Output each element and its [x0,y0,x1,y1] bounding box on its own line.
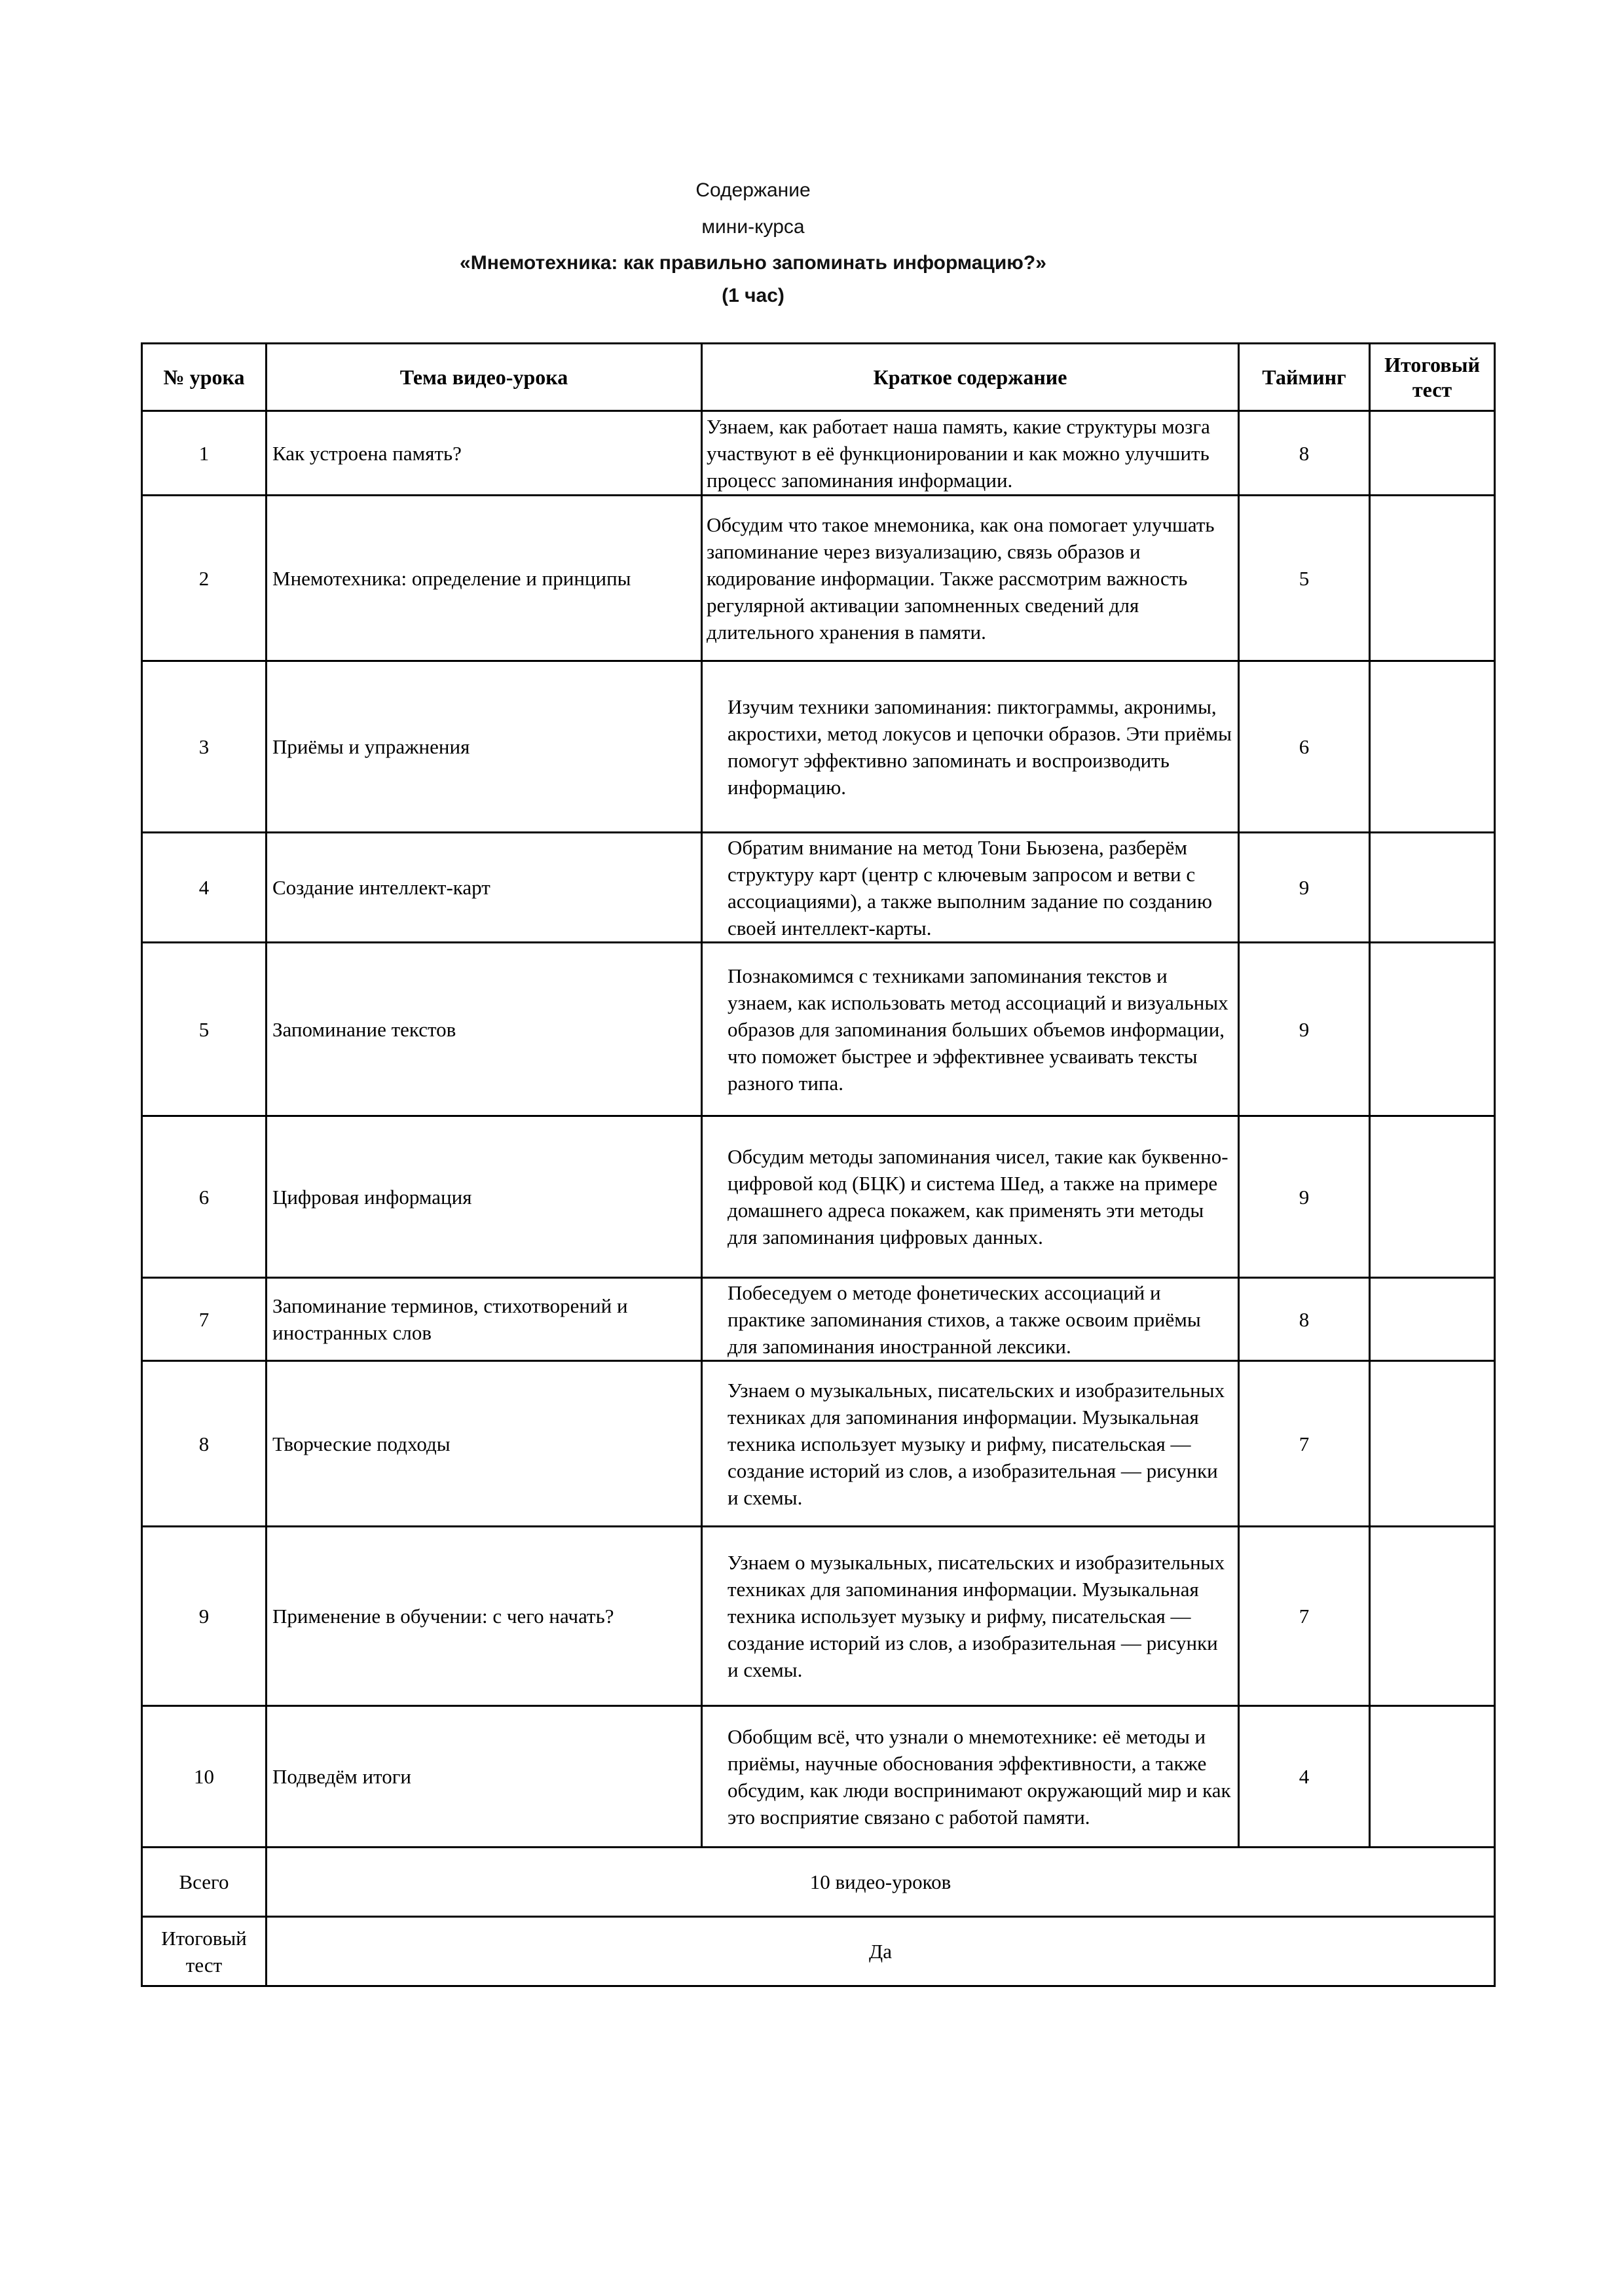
lesson-timing: 8 [1239,411,1370,496]
lesson-summary: Обратим внимание на метод Тони Бьюзена, разберём структуру карт (центр с ключевым запросом и ветви с ассоциациями), а также выполним задание по созданию своей интеллект-карты. [702,833,1239,943]
lesson-final-test [1370,943,1495,1116]
final-test-label: Итоговый тест [142,1917,267,1986]
lesson-timing: 6 [1239,661,1370,833]
lesson-number: 6 [142,1116,267,1278]
lesson-number: 3 [142,661,267,833]
course-duration: (1 час) [722,285,784,306]
lesson-topic: Применение в обучении: с чего начать? [267,1527,702,1706]
course-title: «Мнемотехника: как правильно запоминать информацию?» [460,252,1046,274]
lesson-topic: Запоминание терминов, стихотворений и иностранных слов [267,1278,702,1361]
lesson-summary: Побеседуем о методе фонетических ассоциаций и практике запоминания стихов, а также освоим приёмы для запоминания иностранной лексики. [702,1278,1239,1361]
column-header-final-test: Итоговый тест [1370,344,1495,411]
lesson-summary: Узнаем о музыкальных, писательских и изобразительных техниках для запоминания информации. Музыкальная техника использует музыку и рифму, писательская — создание историй из слов, а изобразительная — рисунки и схемы. [702,1527,1239,1706]
lesson-final-test [1370,1706,1495,1848]
lesson-topic: Приёмы и упражнения [267,661,702,833]
column-header-topic: Тема видео-урока [267,344,702,411]
lesson-topic: Творческие подходы [267,1361,702,1527]
lesson-summary: Обсудим что такое мнемоника, как она помогает улучшать запоминание через визуализацию, связь образов и кодирование информации. Также рассмотрим важность регулярной активации запомненных сведений для длительного хранения в памяти. [702,496,1239,661]
lesson-timing: 5 [1239,496,1370,661]
total-row [142,1848,1495,1917]
table-row [142,833,1495,943]
lesson-final-test [1370,496,1495,661]
lesson-topic: Как устроена память? [267,411,702,496]
table-row [142,496,1495,661]
lesson-timing: 9 [1239,833,1370,943]
lesson-timing: 7 [1239,1527,1370,1706]
lesson-timing: 4 [1239,1706,1370,1848]
table-row [142,661,1495,833]
table-row [142,1116,1495,1278]
lesson-timing: 8 [1239,1278,1370,1361]
lesson-number: 1 [142,411,267,496]
lesson-summary: Узнаем о музыкальных, писательских и изобразительных техниках для запоминания информации. Музыкальная техника использует музыку и рифму, писательская — создание историй из слов, а изобразительная — рисунки и схемы. [702,1361,1239,1527]
column-header-summary: Краткое содержание [702,344,1239,411]
lesson-topic: Подведём итоги [267,1706,702,1848]
lesson-number: 7 [142,1278,267,1361]
lesson-summary: Познакомимся с техниками запоминания текстов и узнаем, как использовать метод ассоциаций и визуальных образов для запоминания больших объемов информации, что поможет быстрее и эффективнее усваивать тексты разного типа. [702,943,1239,1116]
table-row [142,943,1495,1116]
lesson-topic: Цифровая информация [267,1116,702,1278]
lesson-timing: 9 [1239,943,1370,1116]
lesson-topic: Мнемотехника: определение и принципы [267,496,702,661]
lesson-number: 4 [142,833,267,943]
final-test-value: Да [267,1917,1495,1986]
lesson-number: 5 [142,943,267,1116]
lesson-timing: 9 [1239,1116,1370,1278]
heading-subtitle: мини-курса [701,216,805,238]
lessons-table [141,342,1496,1987]
lesson-summary: Изучим техники запоминания: пиктограммы, акронимы, акростихи, метод локусов и цепочки образов. Эти приёмы помогут эффективно запоминать и воспроизводить информацию. [702,661,1239,833]
lesson-topic: Создание интеллект-карт [267,833,702,943]
table-header-row [142,344,1495,411]
lesson-final-test [1370,1527,1495,1706]
table-row [142,411,1495,496]
lesson-topic: Запоминание текстов [267,943,702,1116]
lesson-number: 8 [142,1361,267,1527]
lesson-final-test [1370,661,1495,833]
lesson-final-test [1370,1361,1495,1527]
total-value: 10 видео-уроков [267,1848,1495,1917]
total-label: Всего [142,1848,267,1917]
final-test-row [142,1917,1495,1986]
lesson-final-test [1370,833,1495,943]
lesson-summary: Узнаем, как работает наша память, какие структуры мозга участвуют в её функционировании и как можно улучшить процесс запоминания информации. [702,411,1239,496]
column-header-timing: Тайминг [1239,344,1370,411]
lesson-final-test [1370,411,1495,496]
lesson-final-test [1370,1116,1495,1278]
table-row [142,1278,1495,1361]
lesson-summary: Обсудим методы запоминания чисел, такие как буквенно-цифровой код (БЦК) и система Шед, а также на примере домашнего адреса покажем, как применять эти методы для запоминания цифровых данных. [702,1116,1239,1278]
lesson-final-test [1370,1278,1495,1361]
lesson-number: 10 [142,1706,267,1848]
column-header-number: № урока [142,344,267,411]
table-row [142,1527,1495,1706]
lesson-number: 2 [142,496,267,661]
table-row [142,1361,1495,1527]
lesson-number: 9 [142,1527,267,1706]
heading-contents: Содержание [695,179,811,201]
lesson-timing: 7 [1239,1361,1370,1527]
table-row [142,1706,1495,1848]
lesson-summary: Обобщим всё, что узнали о мнемотехнике: её методы и приёмы, научные обоснования эффективности, а также обсудим, как люди воспринимают окружающий мир и как это восприятие связано с работой памяти. [702,1706,1239,1848]
